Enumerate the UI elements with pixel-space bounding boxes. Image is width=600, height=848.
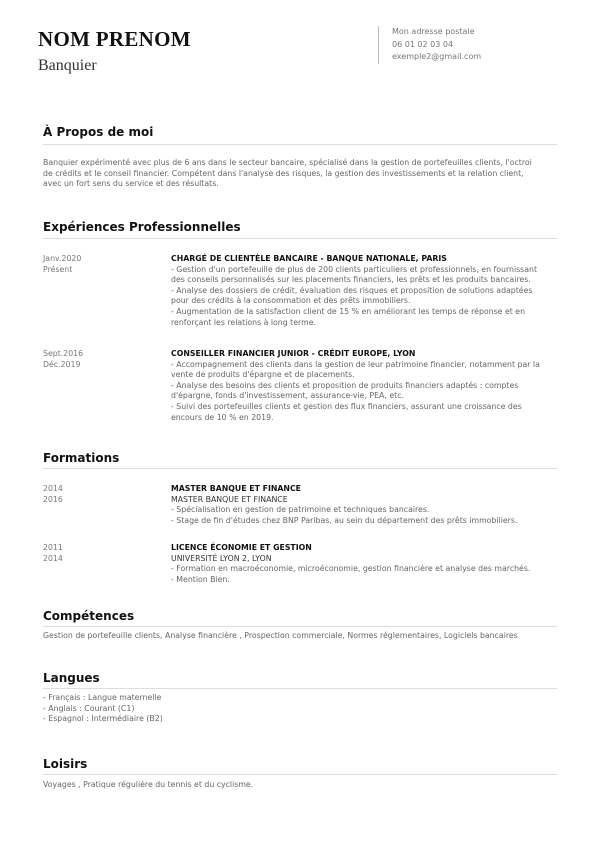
entry-line: - Formation en macroéconomie, microéconomie, gestion financière et analyse des marchés. [171, 564, 531, 574]
entry-title: MASTER BANQUE ET FINANCE [171, 484, 301, 493]
section-divider [43, 144, 557, 145]
job-title: Banquier [38, 57, 97, 74]
entry-line: - Gestion d'un portefeuille de plus de 200 clients particuliers et professionnels, en fournissant [171, 264, 538, 274]
resume-header [0, 0, 600, 100]
entry-line: renforçant les relations à long terme. [171, 317, 316, 327]
entry-line: - Analyse des dossiers de crédit, évaluation des risques et proposition de solutions adaptées [171, 285, 533, 295]
date-start: 2014 [43, 484, 63, 493]
section-title-languages: Langues [43, 671, 100, 685]
date-end: Déc.2019 [43, 359, 81, 369]
entry-line: - Stage de fin d'études chez BNP Paribas, au sein du département des prêts immobiliers. [171, 515, 518, 525]
entry-line: vente de produits d'épargne et de placements. [171, 370, 355, 380]
language-item: - Français : Langue maternelle [43, 693, 162, 702]
section-divider [43, 626, 557, 627]
contact-email: exemple2@gmail.com [392, 52, 482, 61]
hobbies-text: Voyages , Pratique régulière du tennis et du cyclisme. [43, 780, 254, 789]
contact-phone: 06 01 02 03 04 [392, 39, 454, 49]
language-item: - Anglais : Courant (C1) [43, 703, 135, 713]
entry-line: - Suivi des portefeuilles clients et gestion des flux financiers, assurant une croissance des [171, 401, 522, 411]
section-title-education: Formations [43, 451, 120, 465]
entry-line: - Analyse des besoins des clients et proposition de produits financiers adaptés : comptes [171, 380, 519, 390]
about-line: avec un fort sens du service et des résultats. [43, 179, 219, 189]
education-entry [171, 484, 559, 526]
experience-entry [171, 349, 559, 423]
experience-dates [43, 254, 81, 275]
candidate-name: NOM PRENOM [38, 27, 191, 51]
about-line: de crédits et le conseil financier. Compétent dans l'analyse des risques, la gestion des investissements et la relation client, [43, 168, 524, 178]
date-end: 2014 [43, 553, 63, 563]
entry-line: - Augmentation de la satisfaction client de 15 % en améliorant les temps de réponse et en [171, 306, 526, 316]
about-line: Banquier expérimenté avec plus de 6 ans dans le secteur bancaire, spécialisé dans la gestion de portefeuilles clients, l'octroi [43, 158, 532, 167]
entry-title: LICENCE ÉCONOMIE ET GESTION [171, 543, 312, 552]
date-end: Présent [43, 264, 73, 274]
section-divider [43, 468, 557, 469]
section-divider [43, 774, 557, 775]
education-entry [171, 543, 559, 585]
entry-line: - Spécialisation en gestion de patrimoine et techniques bancaires. [171, 505, 430, 515]
experience-dates [43, 349, 83, 370]
section-divider [43, 688, 557, 689]
contact-block [378, 26, 481, 64]
entry-line: encours de 10 % en 2019. [171, 412, 274, 422]
section-divider [43, 238, 557, 239]
experience-entry [171, 254, 559, 328]
date-start: 2011 [43, 543, 63, 552]
language-item: - Espagnol : Intermédiaire (B2) [43, 714, 163, 724]
date-start: Janv.2020 [43, 254, 82, 263]
entry-line: des conseils personnalisés sur les placements financiers, les prêts et les produits bancaires. [171, 275, 531, 285]
entry-line: - Accompagnement des clients dans la gestion de leur patrimoine financier, notamment par la [171, 359, 540, 369]
section-title-skills: Compétences [43, 609, 135, 623]
section-title-experience: Expériences Professionnelles [43, 220, 241, 234]
entry-subtitle: UNIVERSITÉ LYON 2, LYON [171, 553, 272, 563]
education-dates [43, 543, 63, 564]
education-dates [43, 484, 63, 505]
contact-address: Mon adresse postale [392, 27, 475, 36]
entry-title: CHARGÉ DE CLIENTÈLE BANCAIRE - BANQUE NATIONALE, PARIS [171, 254, 447, 263]
section-title-hobbies: Loisirs [43, 757, 88, 771]
languages-list [43, 693, 557, 725]
entry-subtitle: MASTER BANQUE ET FINANCE [171, 494, 288, 504]
section-title-about: À Propos de moi [43, 125, 154, 139]
skills-text: Gestion de portefeuille clients, Analyse financière , Prospection commerciale, Normes réglementaires, Logiciels bancaires [43, 631, 518, 640]
entry-line: pour des crédits à la consommation et des prêts immobiliers. [171, 296, 411, 306]
entry-line: - Mention Bien. [171, 574, 230, 584]
about-text [43, 158, 557, 190]
entry-line: d'épargne, fonds d'investissement, assurance-vie, PEA, etc. [171, 391, 404, 401]
date-end: 2016 [43, 494, 63, 504]
entry-title: CONSEILLER FINANCIER JUNIOR - CRÉDIT EUROPE, LYON [171, 349, 416, 358]
date-start: Sept.2016 [43, 349, 84, 358]
